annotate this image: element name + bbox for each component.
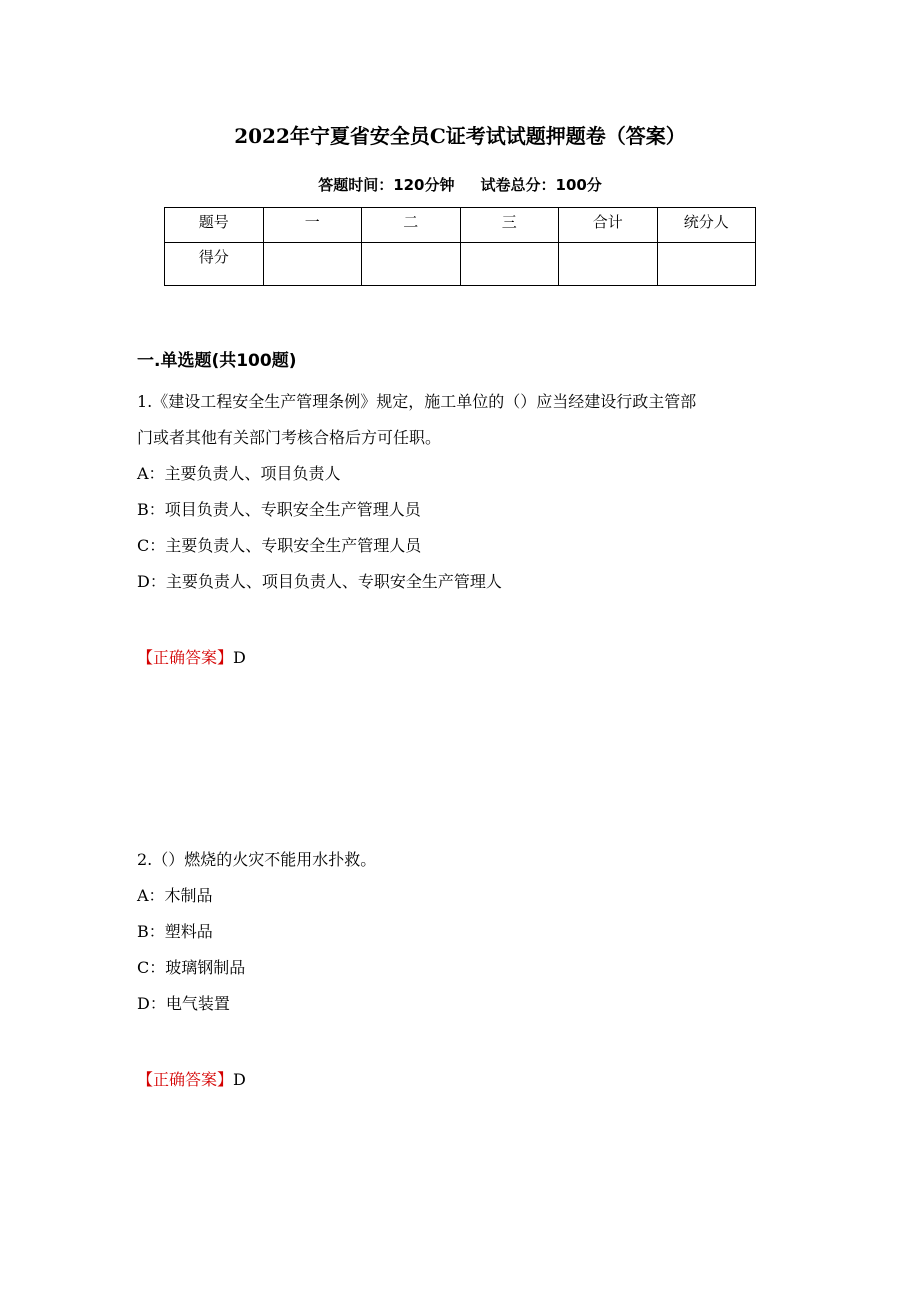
question-2 bbox=[137, 842, 787, 1022]
option-c: C：玻璃钢制品 bbox=[137, 958, 246, 977]
answer-2 bbox=[137, 1067, 246, 1090]
score-table-header-row bbox=[165, 208, 756, 243]
score-table-header: 一 bbox=[263, 208, 362, 243]
score-cell bbox=[460, 243, 559, 286]
option-d: D：主要负责人、项目负责人、专职安全生产管理人 bbox=[137, 572, 502, 591]
score-table-header: 二 bbox=[362, 208, 461, 243]
option-b: B：项目负责人、专职安全生产管理人员 bbox=[137, 500, 421, 519]
score-table bbox=[164, 207, 756, 286]
score-cell bbox=[362, 243, 461, 286]
option-a: A：主要负责人、项目负责人 bbox=[137, 464, 341, 483]
question-stem: 2.（）燃烧的火灾不能用水扑救。 bbox=[137, 850, 377, 869]
score-table-header: 统分人 bbox=[657, 208, 756, 243]
question-stem: 门或者其他有关部门考核合格后方可任职。 bbox=[137, 428, 442, 447]
score-cell bbox=[657, 243, 756, 286]
option-d: D：电气装置 bbox=[137, 994, 230, 1013]
score-row-label: 得分 bbox=[165, 243, 264, 286]
time-label: 答题时间：120分钟 bbox=[318, 176, 455, 194]
score-table-header: 题号 bbox=[165, 208, 264, 243]
option-a: A：木制品 bbox=[137, 886, 213, 905]
score-cell bbox=[263, 243, 362, 286]
score-label: 试卷总分：100分 bbox=[480, 176, 602, 194]
answer-value: D bbox=[233, 1070, 246, 1089]
section-title: 一.单选题(共100题) bbox=[137, 351, 297, 371]
score-table-header: 合计 bbox=[559, 208, 658, 243]
option-b: B：塑料品 bbox=[137, 922, 213, 941]
question-1 bbox=[137, 384, 787, 600]
document-title: 2022年宁夏省安全员C证考试试题押题卷（答案） bbox=[234, 124, 686, 148]
answer-label: 【正确答案】 bbox=[137, 648, 234, 667]
answer-value: D bbox=[233, 648, 246, 667]
score-table-row bbox=[165, 243, 756, 286]
score-cell bbox=[559, 243, 658, 286]
question-stem: 1.《建设工程安全生产管理条例》规定，施工单位的（）应当经建设行政主管部 bbox=[137, 392, 697, 411]
answer-label: 【正确答案】 bbox=[137, 1070, 234, 1089]
answer-1 bbox=[137, 645, 246, 668]
exam-info bbox=[0, 174, 920, 195]
option-c: C：主要负责人、专职安全生产管理人员 bbox=[137, 536, 422, 555]
score-table-header: 三 bbox=[460, 208, 559, 243]
